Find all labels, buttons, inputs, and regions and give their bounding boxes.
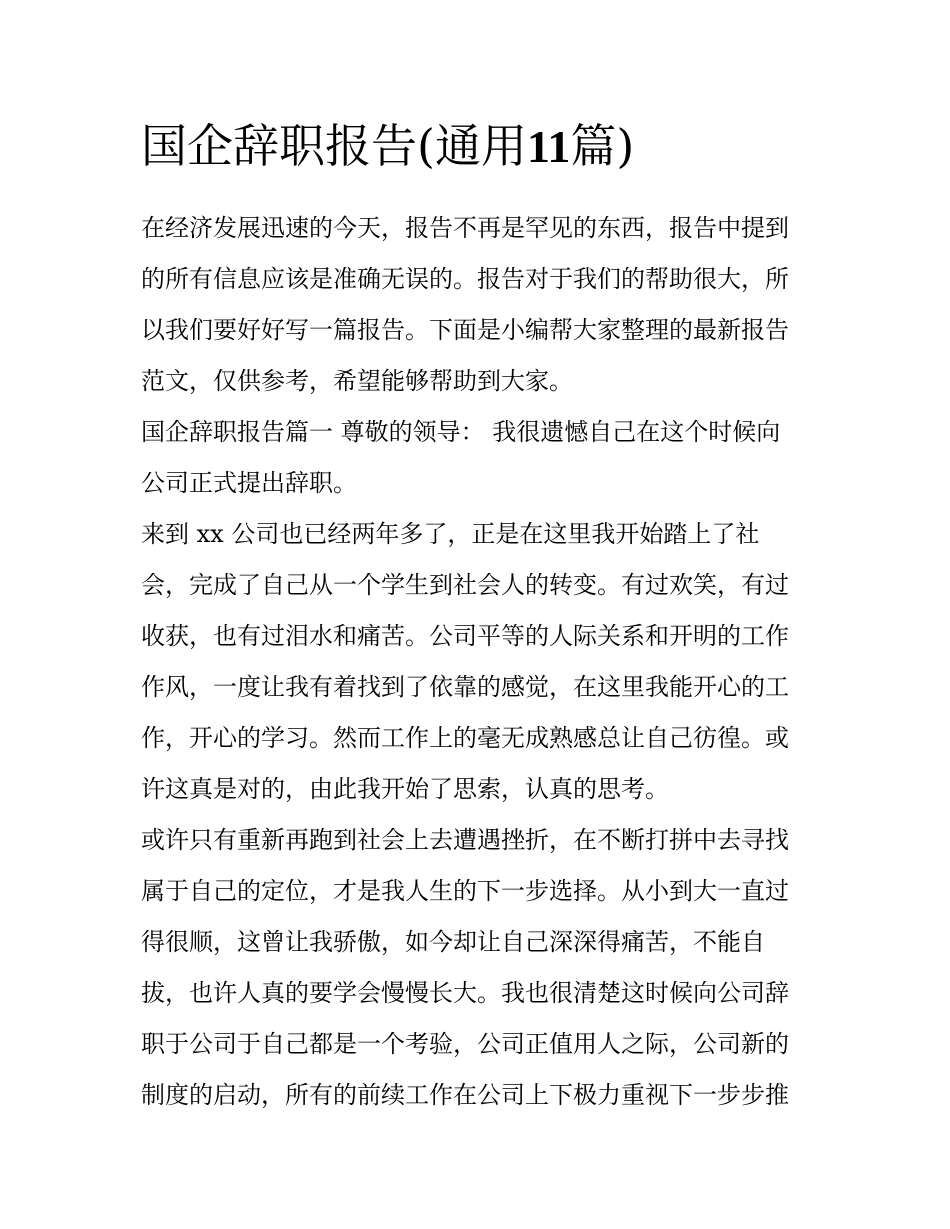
text-line: 职于公司于自己都是一个考验，公司正值用人之际，公司新的 [141, 1030, 789, 1058]
text-line: 范文，仅供参考，希望能够帮助到大家。 [141, 367, 573, 395]
text-line: 许这真是对的，由此我开始了思索，认真的思考。 [141, 775, 669, 803]
text-line: 公司正式提出辞职。 [141, 469, 357, 497]
title-number: 11 [526, 121, 571, 172]
text-line: 或许只有重新再跑到社会上去遭遇挫折，在不断打拼中去寻找 [141, 826, 789, 854]
text-line: 以我们要好好写一篇报告。下面是小编帮大家整理的最新报告 [141, 316, 789, 344]
text-line: 拔，也许人真的要学会慢慢长大。我也很清楚这时候向公司辞 [141, 979, 789, 1007]
text-line: 制度的启动，所有的前续工作在公司上下极力重视下一步步推 [141, 1081, 789, 1109]
text-line: 来到 xx 公司也已经两年多了，正是在这里我开始踏上了社 [141, 520, 760, 548]
text-line: 会，完成了自己从一个学生到社会人的转变。有过欢笑，有过 [141, 571, 789, 599]
text-line: 属于自己的定位，才是我人生的下一步选择。从小到大一直过 [141, 877, 789, 905]
title-text-end: 篇) [570, 119, 635, 173]
text-line: 作风，一度让我有着找到了依靠的感觉，在这里我能开心的工 [141, 673, 789, 701]
text-line: 得很顺，这曾让我骄傲，如今却让自己深深得痛苦，不能自 [141, 928, 765, 956]
document-title [141, 112, 813, 181]
title-text-start: 国企辞职报告(通用 [141, 119, 527, 173]
paragraph-intro [141, 203, 813, 407]
text-line: 收获，也有过泪水和痛苦。公司平等的人际关系和开明的工作 [141, 622, 789, 650]
paragraph-reason [141, 815, 813, 1121]
text-line: 国企辞职报告篇一 尊敬的领导： 我很遗憾自己在这个时候向 [141, 418, 781, 446]
paragraph-salutation [141, 407, 813, 509]
text-line: 的所有信息应该是准确无误的。报告对于我们的帮助很大，所 [141, 265, 789, 293]
paragraph-experience [141, 509, 813, 815]
text-line: 作，开心的学习。然而工作上的毫无成熟感总让自己彷徨。或 [141, 724, 789, 752]
document-body [141, 112, 813, 1121]
text-line: 在经济发展迅速的今天，报告不再是罕见的东西，报告中提到 [141, 214, 789, 242]
